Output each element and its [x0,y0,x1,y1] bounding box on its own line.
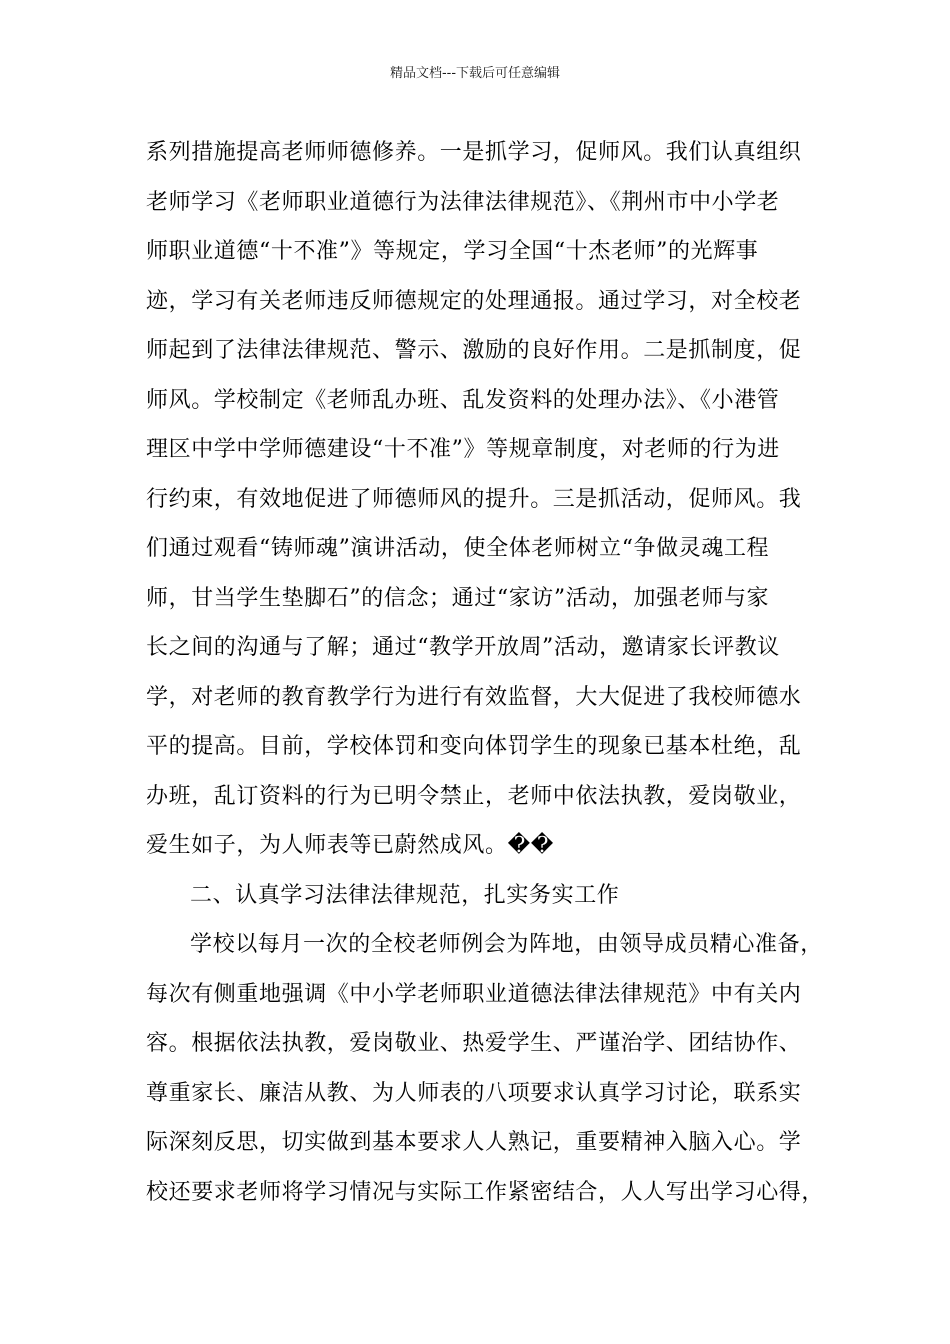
text-line: 尊重家长、廉洁从教、为人师表的八项要求认真学习讨论，联系实 [146,1080,802,1106]
page-header: 精品文档---下载后可任意编辑 [389,66,561,81]
text-line: 二、认真学习法律法律规范，扎实务实工作 [190,882,620,908]
text-line: 学校以每月一次的全校老师例会为阵地，由领导成员精心准备， [190,932,823,957]
text-line: 际深刻反思，切实做到基本要求人人熟记，重要精神入脑入心。学 [146,1130,802,1155]
text-line: 师，甘当学生垫脚石”的信念；通过“家访”活动，加强老师与家 [146,585,770,611]
text-line: 师起到了法律法律规范、警示、激励的良好作用。二是抓制度，促 [146,338,802,363]
body-text [146,128,836,1217]
text-line: 行约束，有效地促进了师德师风的提升。三是抓活动，促师风。我 [146,486,802,512]
text-line: 迹，学习有关老师违反师德规定的处理通报。通过学习，对全校老 [146,288,802,314]
text-line: 师职业道德“十不准”》等规定，学习全国“十杰老师”的光辉事 [146,239,759,264]
text-line: 们通过观看“铸师魂”演讲活动，使全体老师树立“争做灵魂工程 [146,536,770,561]
text-line: 系列措施提高老师师德修养。一是抓学习，促师风。我们认真组织 [146,140,802,165]
text-line: 理区中学中学师德建设“十不准”》等规章制度，对老师的行为进 [146,437,780,462]
text-line: 长之间的沟通与了解；通过“教学开放周”活动，邀请家长评教议 [146,635,780,660]
text-line: 校还要求老师将学习情况与实际工作紧密结合，人人写出学习心得， [146,1179,825,1205]
text-line: 平的提高。目前，学校体罚和变向体罚学生的现象已基本杜绝，乱 [146,734,802,759]
text-line: 学，对老师的教育教学行为进行有效监督，大大促进了我校师德水 [146,684,802,710]
text-line: 办班，乱订资料的行为已明令禁止，老师中依法执教，爱岗敬业， [146,783,802,809]
text-line: 爱生如子，为人师表等已蔚然成风。�� [146,833,554,858]
text-line: 师风。学校制定《老师乱办班、乱发资料的处理办法》、《小港管 [146,387,780,413]
text-line: 每次有侧重地强调《中小学老师职业道德法律法律规范》中有关内 [146,981,802,1007]
text-line: 容。根据依法执教，爱岗敬业、热爱学生、严谨治学、团结协作、 [146,1031,802,1056]
text-line: 老师学习《老师职业道德行为法律法律规范》、《荆州市中小学老 [146,189,780,215]
